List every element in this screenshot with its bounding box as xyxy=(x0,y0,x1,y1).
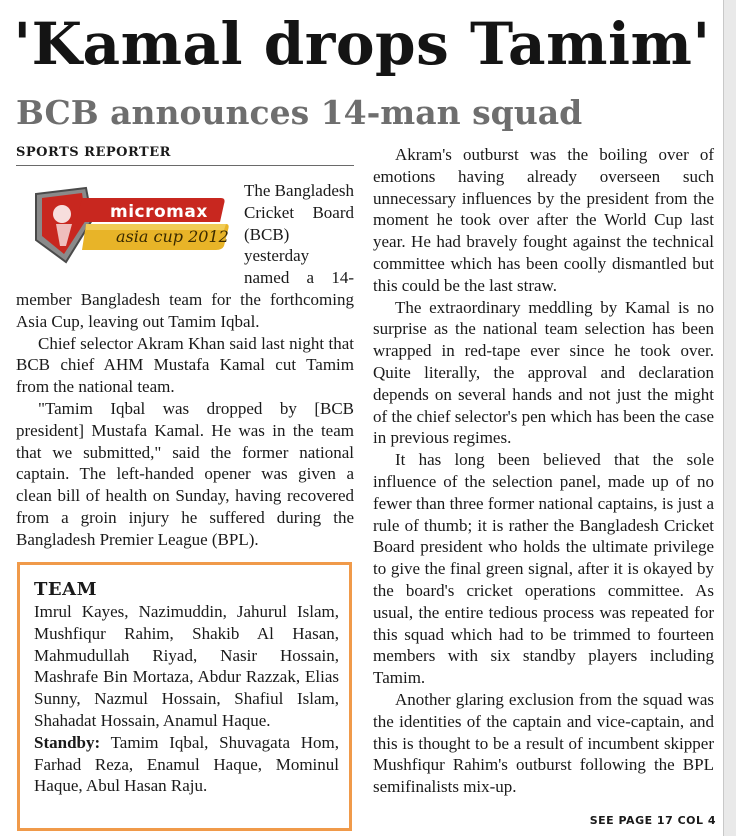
logo-event-text: asia cup 2012 xyxy=(116,227,229,246)
micromax-asia-cup-logo xyxy=(16,180,238,270)
subheadline: BCB announces 14-man squad xyxy=(16,93,583,132)
team-heading: TEAM xyxy=(34,579,98,600)
team-players: Imrul Kayes, Nazimuddin, Jahurul Islam, Mushfiqur Rahim, Shakib Al Hasan, Mahmudullah Riyad, Nasir Hossain, Mashrafe Bin Mortaza, Abdur Razzak, Elias Sunny, Nazmul Hossain, Shafiul Islam, Shahadat Hossain, Anamul Haque. xyxy=(34,602,339,730)
standby-paragraph xyxy=(34,732,339,797)
byline: SPORTS REPORTER xyxy=(16,143,354,166)
headline: 'Kamal drops Tamim' xyxy=(13,10,711,78)
continuation-note: SEE PAGE 17 COL 4 xyxy=(589,814,716,827)
col1-paragraph-2: Chief selector Akram Khan said last night that BCB chief AHM Mustafa Kamal cut Tamim from the national team. xyxy=(16,333,354,397)
standby-label: Standby: xyxy=(34,732,101,752)
article-column-2 xyxy=(373,144,714,798)
col1-paragraph-3: "Tamim Iqbal was dropped by [BCB president] Mustafa Kamal. He was in the team that we submitted," said the former national captain. The left-handed opener was given a clean bill of health on Sunday, having recovered from a groin injury he suffered during the Bangladesh Premier League (BPL). xyxy=(16,398,354,549)
logo-brand-text: micromax xyxy=(110,202,208,222)
page-edge-strip xyxy=(723,0,736,836)
col2-paragraph-3: It has long been believed that the sole influence of the selection panel, made up of no fewer than three former national captains, is just a rule of thumb; it is rather the Bangladesh Cricket Board president who holds the ultimate privilege to give the final green signal, after it is okayed by the board's cricket operations committee. As usual, the entire tedious process was repeated for this squad which had to be trimmed to fourteen members with six standby players including Tamim. xyxy=(373,450,714,688)
col2-paragraph-4: Another glaring exclusion from the squad was the identities of the captain and vice-captain, and this is thought to be a result of incumbent skipper Mushfiqur Rahim's outburst following the BPL semifinalists mix-up. xyxy=(373,689,714,797)
article-column-1 xyxy=(16,180,354,551)
col1-paragraph-1: The Bangladesh Cricket Board (BCB) yesterday named a 14-member Bangladesh team for the forthcoming Asia Cup, leaving out Tamim Iqbal. xyxy=(16,181,354,331)
col2-paragraph-2: The extraordinary meddling by Kamal is no surprise as the national team selection has been wrapped in red-tape ever since he took over. Quite literally, the approval and declaration depends on several hands and not just the might of the chief selector's pen which has been the case in previous regimes. xyxy=(373,297,714,448)
standby-players: Tamim Iqbal, Shuvagata Hom, Farhad Reza, Enamul Haque, Mominul Haque, Abul Hasan Raju. xyxy=(34,732,339,796)
col2-paragraph-1: Akram's outburst was the boiling over of emotions having already overseen such unnecessary influences by the president from the moment he took over after the World Cup last year. He had bravely fought against the technical committee which has been coolly dismantled but this could be the last straw. xyxy=(373,145,714,295)
team-box xyxy=(17,562,352,831)
